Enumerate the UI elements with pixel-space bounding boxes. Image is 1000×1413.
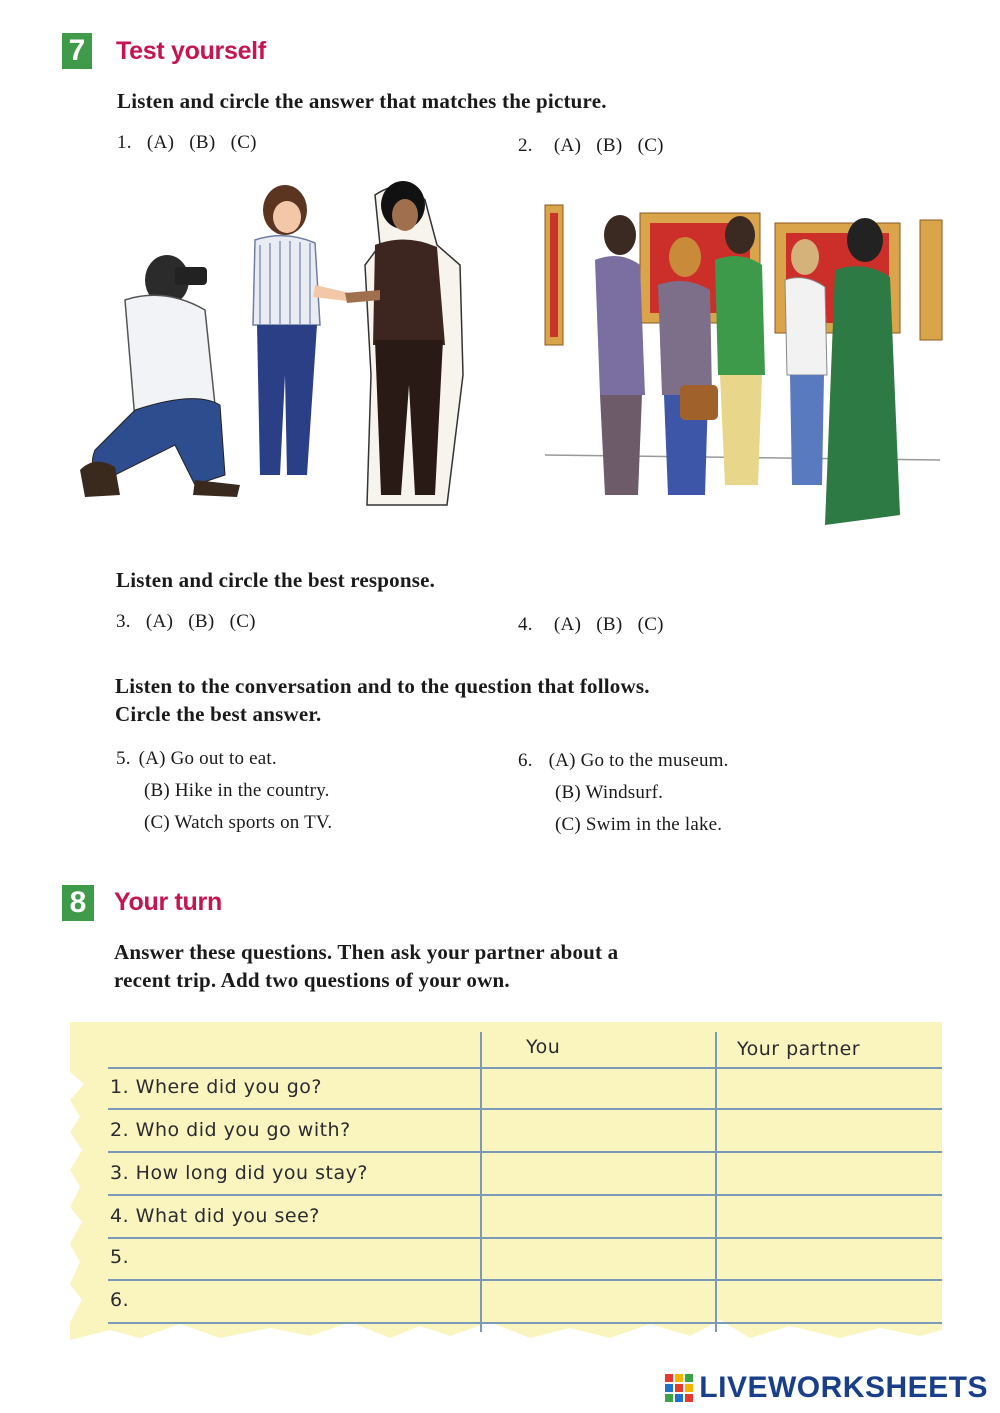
question-3-options — [116, 611, 266, 633]
part1-instruction: Listen and circle the answer that matches the picture. — [117, 89, 607, 113]
q1-option-b[interactable]: (B) — [189, 132, 216, 153]
section-7-number: 7 — [62, 33, 92, 69]
q6-option-a[interactable]: (A) Go to the museum. — [548, 750, 729, 771]
picture-photographer-cutout — [75, 175, 475, 515]
table-row-1: 1. Where did you go? — [110, 1076, 322, 1098]
answer-partner-1[interactable] — [720, 1070, 940, 1106]
q3-option-c[interactable]: (C) — [229, 611, 256, 632]
q4-option-c[interactable]: (C) — [637, 614, 664, 635]
part3-instruction — [115, 672, 650, 728]
table-row-2: 2. Who did you go with? — [110, 1119, 351, 1141]
question-2-number: 2. — [518, 135, 533, 156]
question-3-number: 3. — [116, 611, 131, 632]
part3-instruction-line-1: Listen to the conversation and to the question that follows. — [115, 674, 650, 698]
question-6-number: 6. — [518, 750, 533, 771]
q2-option-a[interactable]: (A) — [553, 135, 582, 156]
part2-instruction: Listen and circle the best response. — [116, 568, 436, 592]
section-8-number: 8 — [62, 885, 94, 921]
section-7-title: Test yourself — [116, 37, 266, 65]
question-2-options — [518, 135, 674, 157]
q6-option-c[interactable]: (C) Swim in the lake. — [555, 814, 723, 835]
table-row-3: 3. How long did you stay? — [110, 1162, 368, 1184]
q3-option-b[interactable]: (B) — [188, 611, 215, 632]
column-header-partner: Your partner — [737, 1038, 861, 1060]
part4-instruction — [114, 938, 618, 994]
answer-partner-3[interactable] — [720, 1154, 940, 1192]
answer-you-1[interactable] — [484, 1070, 712, 1106]
q2-option-b[interactable]: (B) — [596, 135, 623, 156]
question-5-choices — [116, 743, 332, 839]
section-8-title: Your turn — [114, 888, 222, 916]
q4-option-b[interactable]: (B) — [596, 614, 623, 635]
q3-option-a[interactable]: (A) — [145, 611, 174, 632]
answer-partner-2[interactable] — [720, 1111, 940, 1149]
q1-option-a[interactable]: (A) — [146, 132, 175, 153]
q6-option-b[interactable]: (B) Windsurf. — [555, 782, 664, 803]
question-4-options — [518, 614, 674, 636]
part3-instruction-line-2: Circle the best answer. — [115, 702, 322, 726]
liveworksheets-logo — [665, 1371, 988, 1405]
table-row-4: 4. What did you see? — [110, 1205, 320, 1227]
part4-instruction-line-2: recent trip. Add two questions of your own. — [114, 968, 510, 992]
column-header-you: You — [526, 1036, 561, 1058]
answer-you-3[interactable] — [484, 1154, 712, 1192]
part4-instruction-line-1: Answer these questions. Then ask your partner about a — [114, 940, 619, 964]
liveworksheets-grid-icon — [665, 1374, 693, 1402]
q5-option-c[interactable]: (C) Watch sports on TV. — [144, 812, 333, 833]
answer-you-2[interactable] — [484, 1111, 712, 1149]
q2-option-c[interactable]: (C) — [637, 135, 664, 156]
q1-option-c[interactable]: (C) — [230, 132, 257, 153]
answer-you-6[interactable] — [484, 1282, 712, 1320]
answer-partner-4[interactable] — [720, 1197, 940, 1235]
answer-you-5[interactable] — [484, 1240, 712, 1277]
picture-museum-gallery — [540, 195, 945, 530]
q4-option-a[interactable]: (A) — [553, 614, 582, 635]
q5-option-a[interactable]: (A) Go out to eat. — [138, 748, 277, 769]
liveworksheets-brand: LIVEWORKSHEETS — [699, 1371, 988, 1404]
q5-option-b[interactable]: (B) Hike in the country. — [144, 780, 330, 801]
answer-you-4[interactable] — [484, 1197, 712, 1235]
table-row-5: 5. — [110, 1246, 130, 1268]
question-4-number: 4. — [518, 614, 533, 635]
answer-partner-6[interactable] — [720, 1282, 940, 1320]
question-1-number: 1. — [117, 132, 132, 153]
answer-partner-5[interactable] — [720, 1240, 940, 1277]
question-1-options — [117, 132, 267, 154]
table-row-6: 6. — [110, 1289, 130, 1311]
trip-questions-table — [70, 1022, 942, 1340]
question-5-number: 5. — [116, 748, 131, 769]
question-6-choices — [518, 745, 729, 841]
